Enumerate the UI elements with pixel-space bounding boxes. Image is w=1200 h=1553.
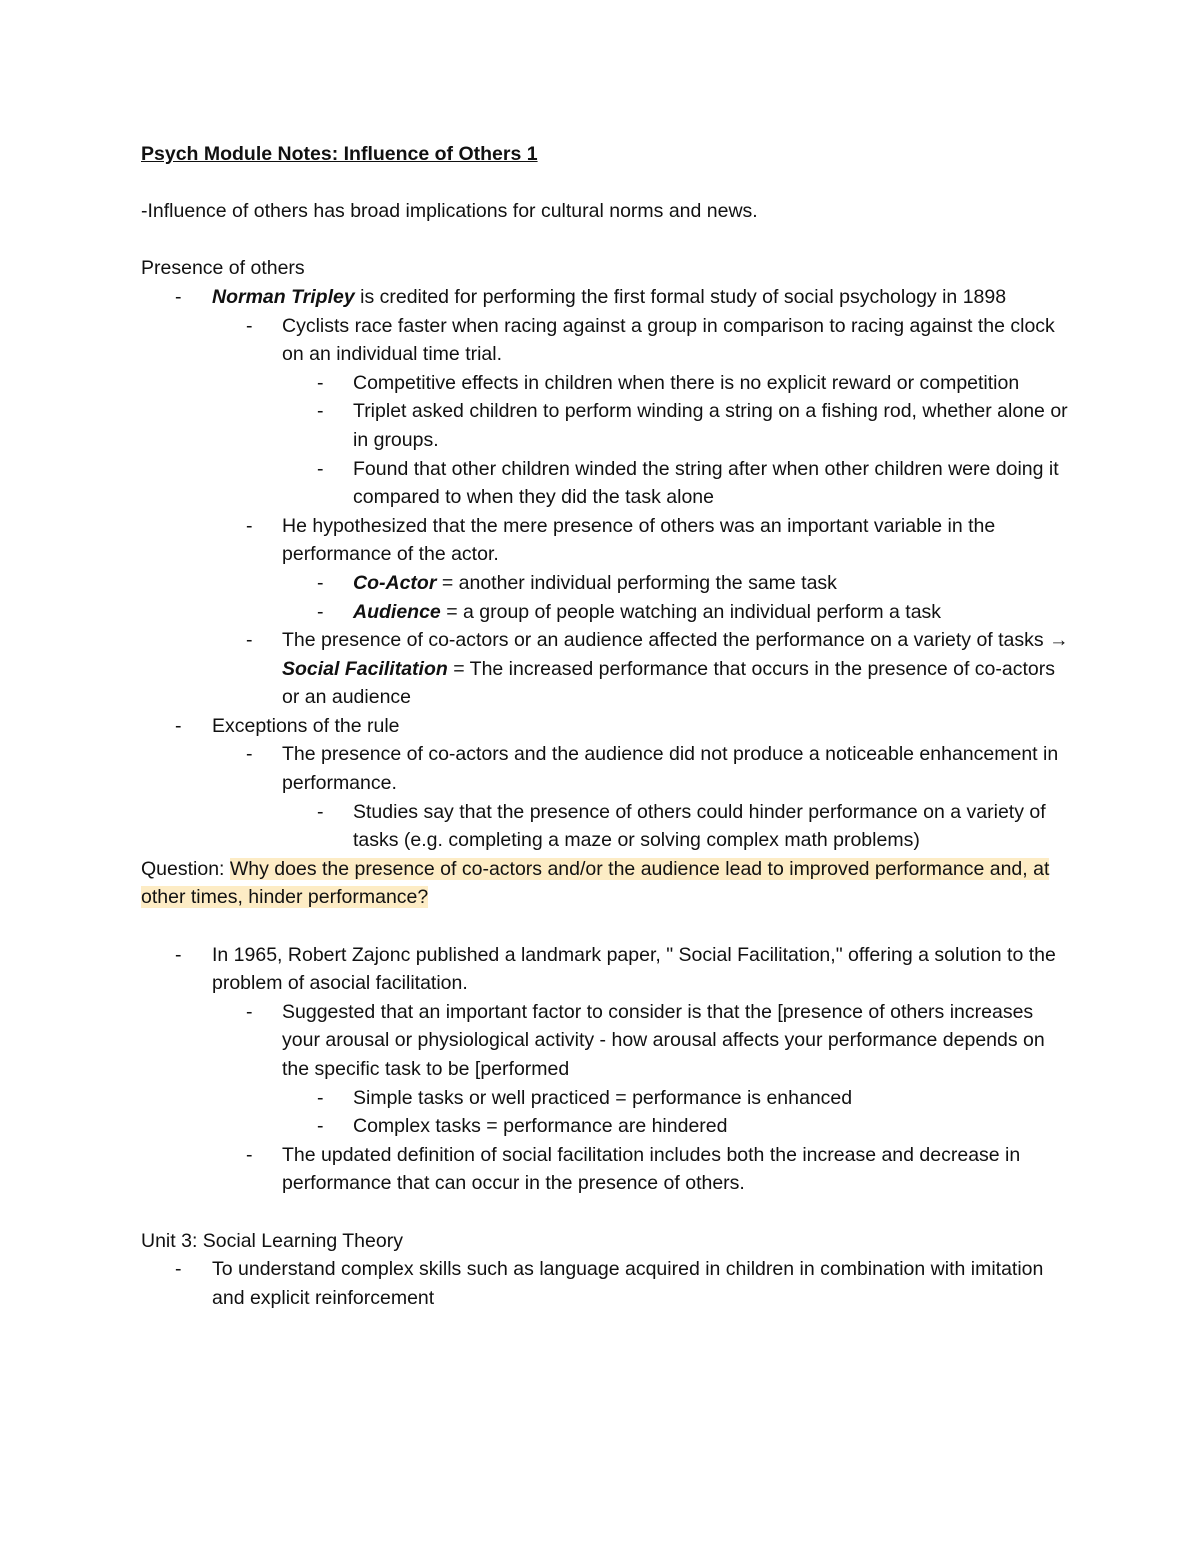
co-actor-definition: = another individual performing the same task — [436, 571, 837, 594]
bullet-suggested — [141, 998, 1071, 1084]
bullet-text: The presence of co-actors and the audience did not produce a noticeable enhancement in performance. — [282, 743, 1059, 795]
bullet-text: Suggested that an important factor to consider is that the [presence of others increases your arousal or physiological activity - how arousal affects your performance depends on the specific task to be [performed — [282, 1000, 1045, 1080]
bullet-dash: - — [175, 714, 182, 737]
bullet-text: He hypothesized that the mere presence of others was an important variable in the performance of the actor. — [282, 514, 996, 566]
bullet-dash: - — [317, 571, 324, 594]
term-norman-tripley: Norman Tripley — [212, 285, 355, 308]
term-social-facilitation: Social Facilitation — [282, 657, 448, 680]
document-title: Psych Module Notes: Influence of Others 1 — [141, 143, 538, 165]
bullet-co-actor — [141, 569, 1071, 598]
question-highlighted-text: Why does the presence of co-actors and/or the audience lead to improved performance and, at other times, hinder performance? — [141, 857, 1050, 909]
bullet-dash: - — [175, 285, 182, 308]
bullet-dash: - — [317, 457, 324, 480]
bullet-dash: - — [246, 629, 253, 652]
bullet-competitive — [141, 369, 1071, 398]
bullet-dash: - — [246, 314, 253, 337]
bullet-dash: - — [246, 514, 253, 537]
audience-definition: = a group of people watching an individual perform a task — [440, 600, 942, 623]
section-heading-unit3: Unit 3: Social Learning Theory — [141, 1229, 403, 1252]
bullet-understand — [141, 1255, 1071, 1312]
bullet-audience — [141, 598, 1071, 627]
bullet-text: Studies say that the presence of others could hinder performance on a variety of tasks (e.g. completing a maze or solving complex math problems) — [353, 800, 1046, 852]
bullet-simple-tasks — [141, 1084, 1071, 1113]
bullet-hypothesized — [141, 512, 1071, 569]
bullet-text: Found that other children winded the string after when other children were doing it compared to when they did the task alone — [353, 457, 1059, 509]
bullet-exceptions — [141, 712, 1071, 741]
bullet-updated-definition — [141, 1141, 1071, 1198]
section-heading-presence: Presence of others — [141, 257, 305, 280]
bullet-text: Exceptions of the rule — [212, 714, 400, 737]
bullet-text: The updated definition of social facilitation includes both the increase and decrease in performance that can occur in the presence of others. — [282, 1143, 1021, 1195]
bullet-text: Competitive effects in children when there is no explicit reward or competition — [353, 371, 1020, 394]
bullet-text: Triplet asked children to perform winding a string on a fishing rod, whether alone or in groups. — [353, 400, 1068, 451]
bullet-text: Complex tasks = performance are hindered — [353, 1115, 728, 1138]
bullet-triplet-asked — [141, 397, 1071, 454]
tripley-text: is credited for performing the first formal study of social psychology in 1898 — [354, 285, 1007, 308]
bullet-dash: - — [317, 371, 324, 394]
bullet-dash: - — [175, 1258, 182, 1281]
bullet-text: Simple tasks or well practiced = performance is enhanced — [353, 1086, 853, 1109]
bullet-dash: - — [317, 1086, 324, 1109]
bullet-zajonc — [141, 941, 1071, 998]
bullet-dash: - — [246, 1143, 253, 1166]
bullet-dash: - — [175, 943, 182, 966]
intro-text: -Influence of others has broad implications for cultural norms and news. — [141, 200, 758, 223]
bullet-dash: - — [317, 1115, 324, 1138]
bullet-dash: - — [317, 600, 324, 623]
question-label: Question: — [141, 857, 230, 880]
bullet-dash: - — [246, 743, 253, 766]
document-body — [141, 140, 1071, 1312]
term-audience: Audience — [353, 600, 441, 623]
bullet-studies-say — [141, 798, 1071, 855]
bullet-complex-tasks — [141, 1112, 1071, 1141]
social-facilitation-definition: = The increased performance that occurs in the presence of co-actors or an audience — [282, 657, 1055, 709]
bullet-cyclists — [141, 312, 1071, 369]
bullet-social-facilitation — [141, 626, 1071, 712]
question-paragraph — [141, 855, 1071, 912]
bullet-tripley — [141, 283, 1071, 312]
term-co-actor: Co-Actor — [353, 571, 437, 594]
bullet-dash: - — [246, 1000, 253, 1023]
bullet-dash: - — [317, 800, 324, 823]
bullet-no-enhancement — [141, 740, 1071, 797]
bullet-dash: - — [317, 400, 324, 423]
bullet-text: In 1965, Robert Zajonc published a landmark paper, " Social Facilitation," offering a solution to the problem of asocial facilitation. — [212, 943, 1056, 995]
bullet-text: To understand complex skills such as language acquired in children in combination with imitation and explicit reinforcement — [212, 1258, 1044, 1309]
social-facilitation-pre: The presence of co-actors or an audience affected the performance on a variety of tasks → — [282, 629, 1069, 652]
bullet-found-that — [141, 455, 1071, 512]
bullet-text: Cyclists race faster when racing against a group in comparison to racing against the clock on an individual time trial. — [282, 314, 1055, 366]
